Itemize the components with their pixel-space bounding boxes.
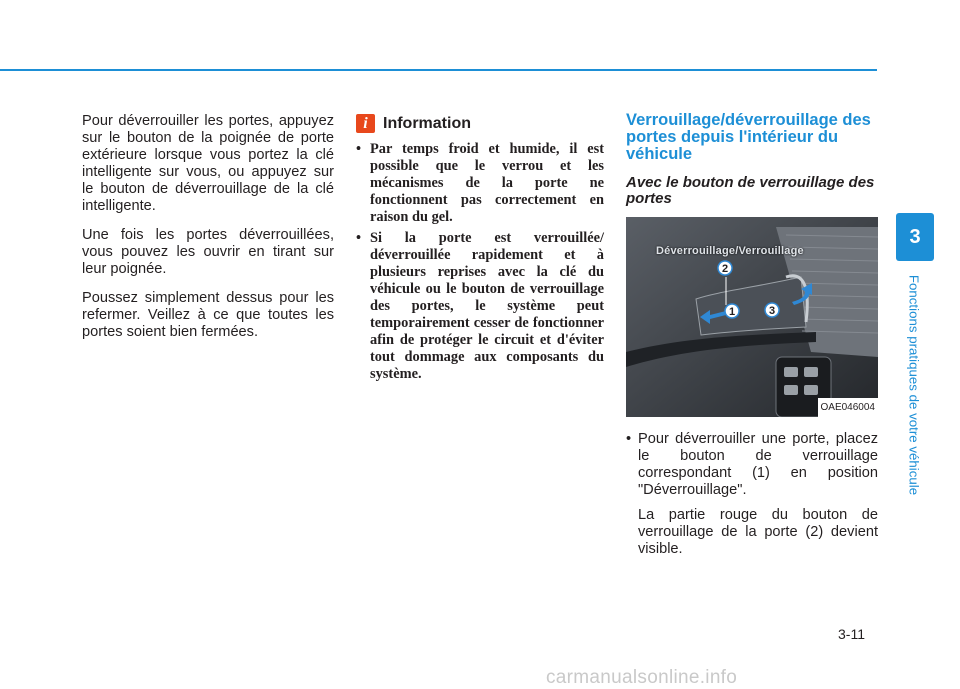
- instruction-note: La partie rouge du bouton de verrouillage de la porte (2) devient visible.: [638, 507, 878, 557]
- paragraph: Poussez simplement dessus pour les refermer. Veillez à ce que toutes les portes soient bien fermées.: [82, 290, 334, 340]
- figure-code: OAE046004: [818, 398, 879, 417]
- section-title: Verrouillage/déverrouillage des portes depuis l'intérieur du véhicule: [626, 111, 871, 163]
- callout-2-label: 2: [721, 263, 729, 275]
- instruction-list: [626, 431, 878, 499]
- paragraph: Pour déverrouiller les portes, appuyez sur le bouton de la poignée de porte extérieure lorsque vous portez la clé intelligente sur vous, ou appuyez sur le bouton de déverrouillage de la clé intelligente.: [82, 113, 334, 214]
- door-lock-figure: [626, 217, 878, 417]
- info-box: [356, 114, 604, 387]
- callout-3-label: 3: [768, 305, 776, 317]
- figure-callouts: [626, 217, 878, 417]
- subsection-title: Avec le bouton de verrouillage des portes: [626, 174, 875, 207]
- right-column: [626, 112, 878, 558]
- watermark: carmanualsonline.info: [546, 667, 738, 688]
- chapter-tab: 3: [896, 213, 934, 261]
- info-list: [356, 141, 604, 383]
- info-item: • Si la porte est verrouillée/ déverrouillée rapidement et à plusieurs reprises avec la clé du véhicule ou le bouton de verrouillage des portes, le système peut temporairement cesser de fonctionner afin de protéger le circuit et d'éviter tout dommage aux composants du système.: [356, 230, 604, 383]
- info-header: [356, 114, 604, 133]
- page-number: 3-11: [838, 626, 865, 642]
- callout-1-label: 1: [728, 306, 736, 318]
- left-column: [82, 113, 334, 353]
- info-title: Information: [383, 115, 471, 132]
- figure-label: Déverrouillage/Verrouillage: [656, 245, 804, 257]
- header-rule: [0, 69, 877, 71]
- info-icon: i: [356, 114, 375, 133]
- instruction-item: • Pour déverrouiller une porte, placez le bouton de verrouillage correspondant (1) en position "Déverrouillage".: [626, 431, 878, 499]
- instruction-note-wrap: [626, 507, 878, 558]
- info-item: • Par temps froid et humide, il est possible que le verrou et les mécanismes de la porte ne fonctionnent pas correctement en raison du gel.: [356, 141, 604, 226]
- paragraph: Une fois les portes déverrouillées, vous pouvez les ouvrir en tirant sur leur poignée.: [82, 227, 334, 277]
- chapter-title: Fonctions pratiques de votre véhicule: [906, 274, 922, 496]
